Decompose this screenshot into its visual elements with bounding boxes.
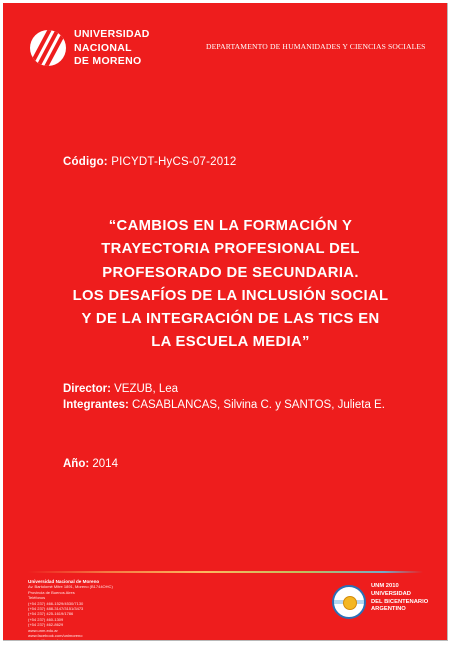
title-line: “CAMBIOS EN LA FORMACIÓN Y (108, 218, 353, 234)
year-label: Año: (63, 458, 90, 470)
contact-line: (+54 237) 466-1529/4530/7130 (28, 600, 84, 606)
members-value: CASABLANCAS, Silvina C. y SANTOS, Julieta E. (132, 399, 385, 411)
contact-line: Universidad Nacional de Moreno (28, 579, 100, 584)
bicentenario-line: ARGENTINO (371, 606, 406, 613)
contact-line: (+54 237) 460-1309 (28, 616, 64, 622)
contact-line: (+54 237) 488-3147/3151/3473 (28, 606, 84, 612)
title-line: Y DE LA INTEGRACIÓN DE LAS TICS EN (81, 311, 380, 328)
university-name (74, 28, 150, 69)
project-code-label: Código: (63, 156, 108, 168)
bicentenario-line: DEL BICENTENARIO (371, 598, 429, 605)
director-label: Director: (63, 383, 111, 395)
contact-line: www.unm.edu.ar (28, 627, 58, 633)
university-logo-icon (30, 30, 66, 66)
contact-line: (+54 237) 425-1619/1786 (28, 611, 74, 617)
university-name-line: DE MORENO (74, 55, 142, 67)
members-row (63, 397, 408, 413)
contact-line: Av. Bartolomé Mitre 1891, Moreno (B1744OHC) (28, 584, 113, 590)
university-name-line: UNIVERSIDAD (74, 28, 150, 40)
department-name: DEPARTAMENTO DE HUMANIDADES Y CIENCIAS SOCIALES (206, 42, 426, 51)
project-code (63, 156, 236, 168)
contact-line: Provincia de Buenos Aires (28, 589, 75, 595)
university-name-line: NACIONAL (74, 41, 132, 54)
document-cover (3, 3, 448, 641)
title-line: LA ESCUELA MEDIA” (151, 334, 310, 351)
bicentenario-seal-icon (332, 585, 366, 619)
director-row (63, 381, 408, 397)
title-line: TRAYECTORIA PROFESIONAL DEL (101, 241, 360, 258)
year-value: 2014 (92, 458, 118, 470)
bicentenario-text (371, 583, 428, 614)
bicentenario-line: UNIVERSIDAD (371, 590, 411, 597)
project-code-value: PICYDT-HyCS-07-2012 (111, 156, 237, 168)
contact-line: www.facebook.com/unimoreno (28, 633, 83, 639)
credits (63, 381, 408, 413)
title-line: PROFESORADO DE SECUNDARIA. (102, 264, 359, 281)
members-label: Integrantes: (63, 399, 129, 411)
year-row (63, 458, 118, 470)
footer-contact (28, 579, 168, 641)
title-line: LOS DESAFÍOS DE LA INCLUSIÓN SOCIAL (72, 287, 389, 304)
contact-line: (+54 237) 462-8629 (28, 622, 64, 628)
director-value: VEZUB, Lea (114, 383, 179, 395)
footer-divider (28, 571, 423, 573)
document-title (58, 215, 403, 355)
contact-line: www.twitter.com/unimoreno (28, 638, 77, 641)
bicentenario-line: UNM 2010 (371, 583, 399, 589)
contact-line: Teléfonos (28, 595, 46, 601)
